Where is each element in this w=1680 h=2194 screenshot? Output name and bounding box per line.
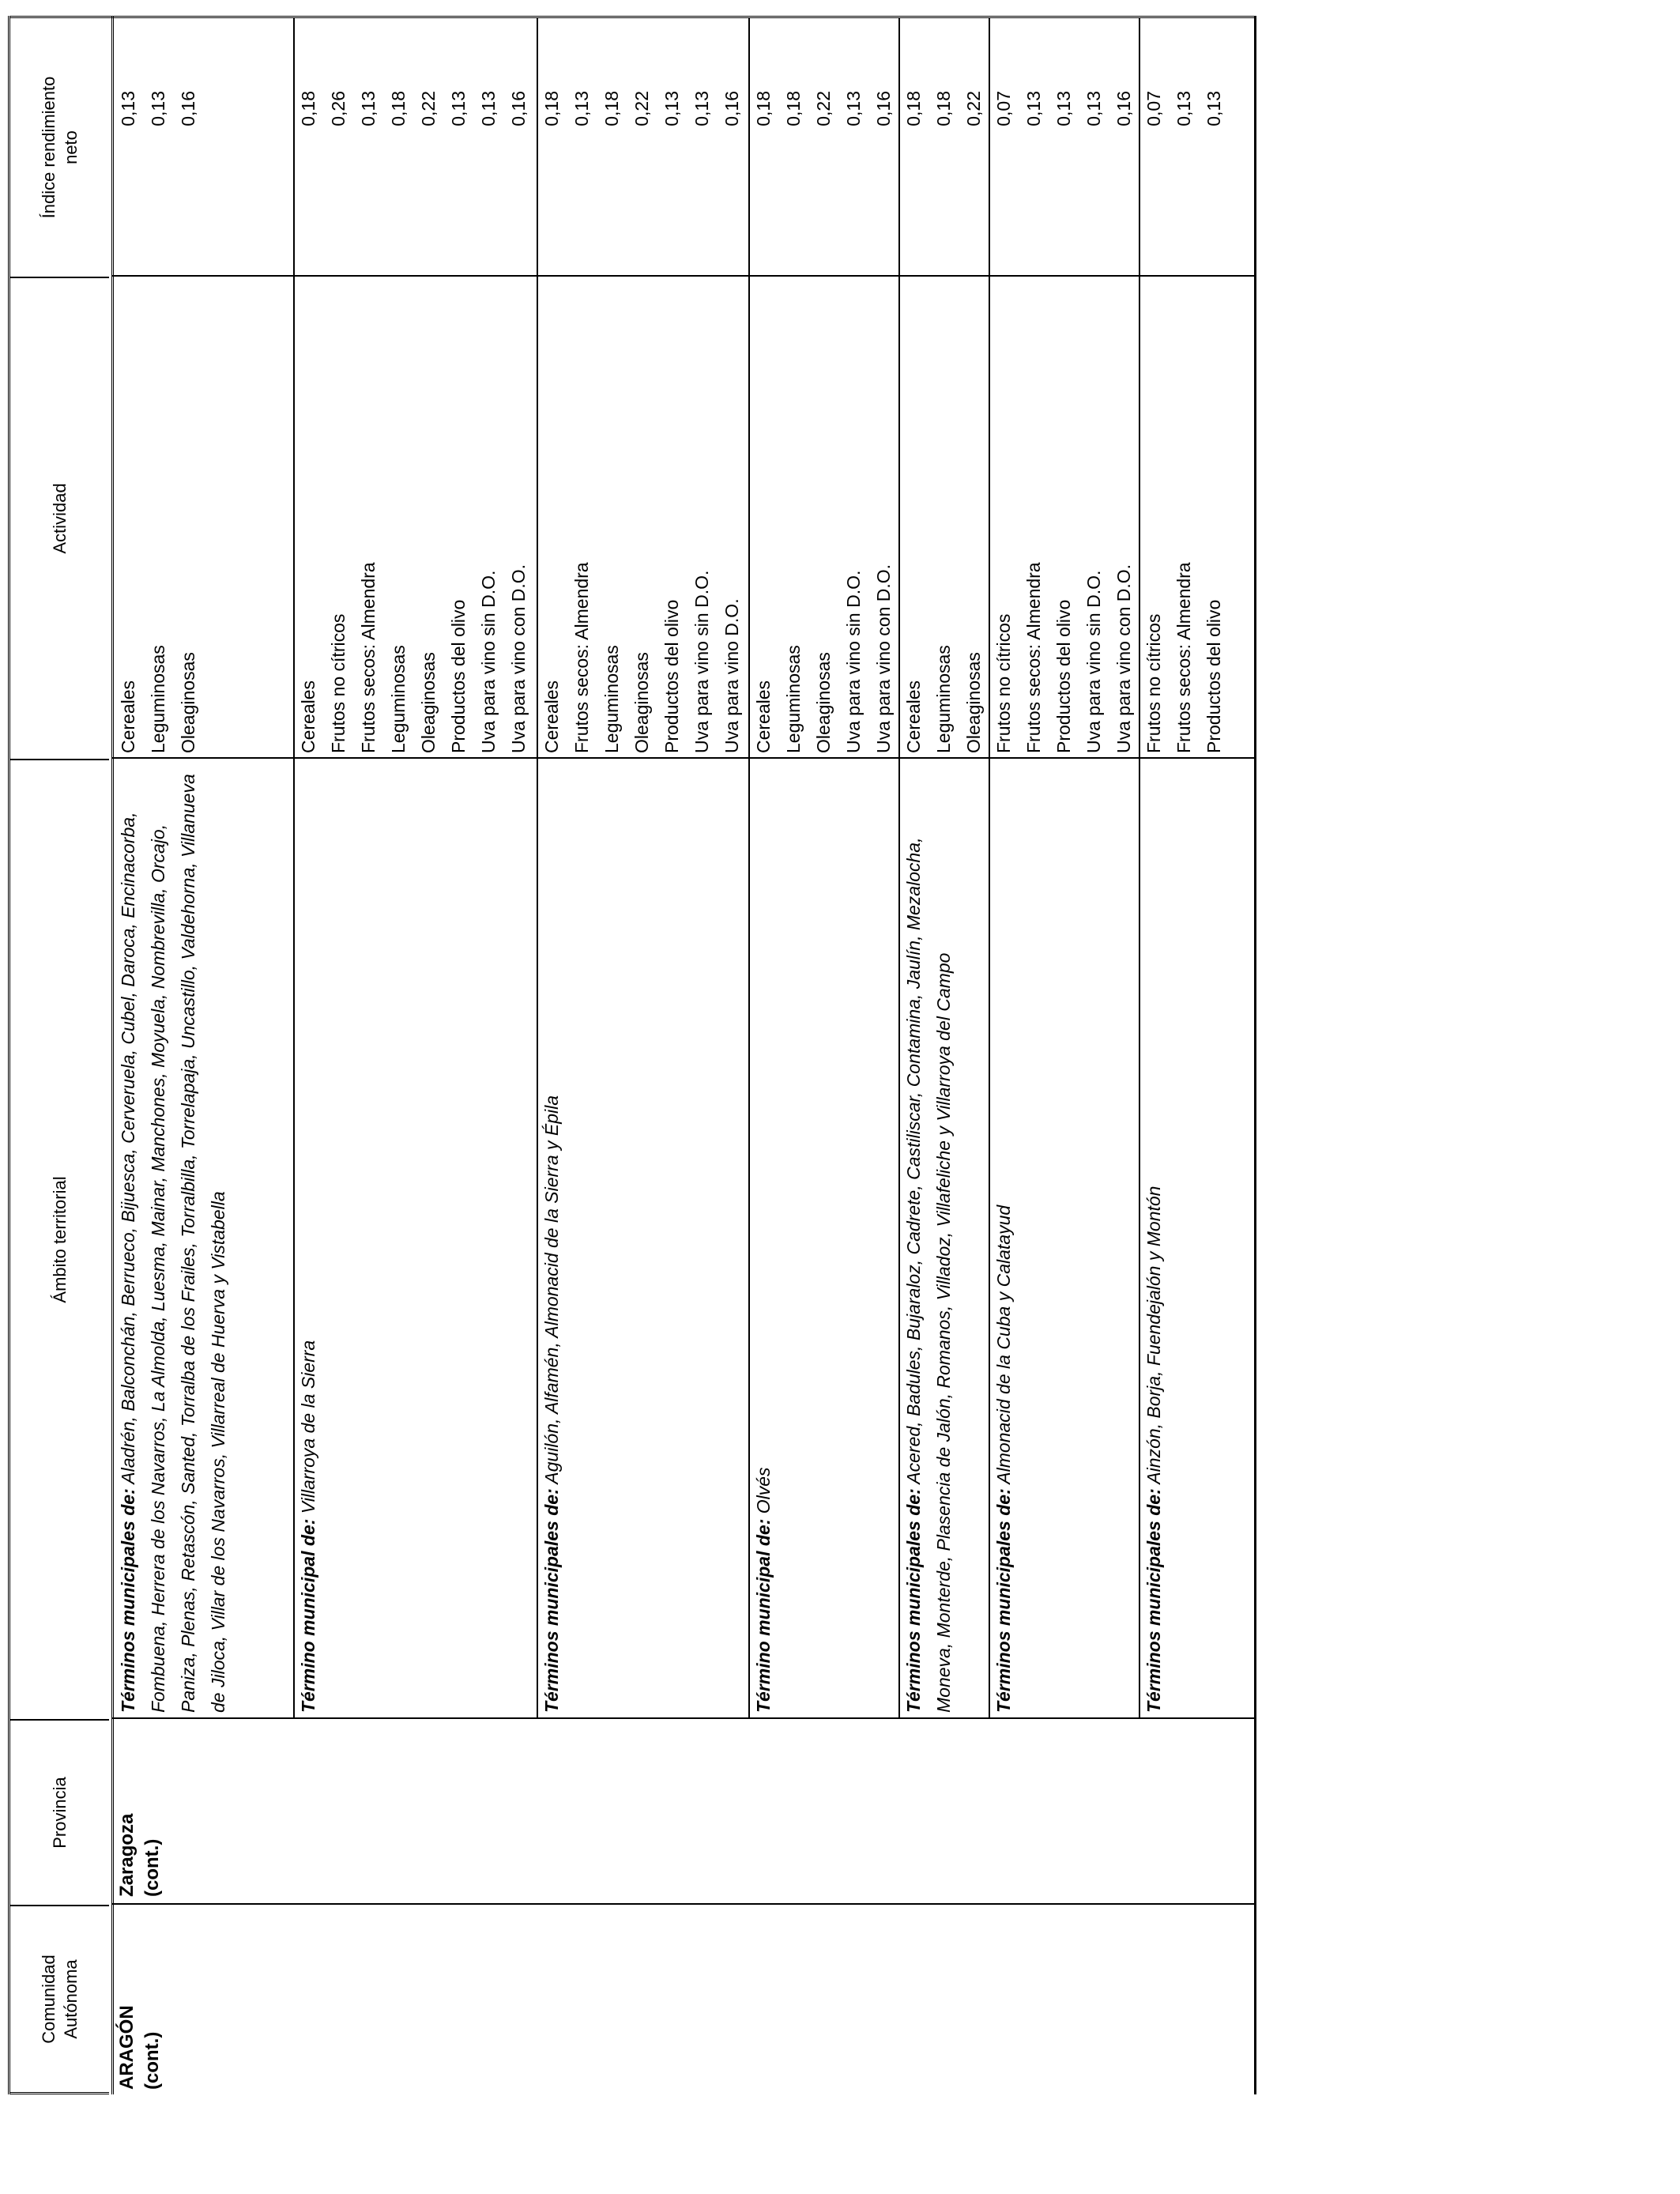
comunidad-cont: (cont.) (141, 2031, 163, 2090)
actividad-item: Leguminosas (388, 645, 409, 753)
actividad-item: Oleaginosas (631, 652, 652, 753)
ambito-places: Almonacid de la Cuba y Calatayud (993, 1204, 1014, 1489)
actividad-cell (293, 279, 533, 753)
ambito-lead: Término municipal de: (753, 1518, 774, 1713)
comunidad-name: ARAGÓN (116, 2005, 137, 2090)
indice-value: 0,18 (541, 91, 562, 126)
actividad-item: Leguminosas (783, 645, 804, 753)
indice-value: 0,16 (873, 91, 894, 126)
actividad-item: Frutos no cítricos (993, 613, 1014, 753)
indice-value: 0,13 (478, 91, 499, 126)
header-actividad-label: Actividad (49, 483, 70, 554)
actividad-item: Cereales (118, 680, 138, 753)
indice-cell (898, 91, 989, 273)
indice-value: 0,22 (813, 91, 834, 126)
indice-value: 0,13 (118, 91, 138, 126)
actividad-item: Uva para vino sin D.O. (478, 570, 499, 753)
ambito-lead: Términos municipales de: (1143, 1488, 1164, 1713)
table-row (898, 18, 989, 1719)
table-row (1139, 18, 1229, 1719)
provincia-name: Zaragoza (116, 1813, 137, 1897)
actividad-item: Frutos secos: Almendra (571, 562, 592, 753)
actividad-cell (748, 279, 898, 753)
indice-value: 0,22 (418, 91, 439, 126)
actividad-item: Frutos secos: Almendra (358, 562, 379, 753)
actividad-item: Frutos secos: Almendra (1023, 562, 1044, 753)
table-row (113, 18, 293, 1719)
actividad-item: Productos del olivo (448, 599, 469, 753)
actividad-item: Uva para vino con D.O. (873, 564, 894, 753)
actividad-item: Productos del olivo (1053, 599, 1074, 753)
indice-cell (748, 91, 898, 273)
actividad-item: Productos del olivo (661, 599, 682, 753)
indice-value: 0,13 (661, 91, 682, 126)
actividad-item: Productos del olivo (1203, 599, 1224, 753)
actividad-item: Cereales (903, 680, 924, 753)
ambito-cell (1139, 764, 1169, 1713)
header-comunidad-label: Comunidad Autónoma (38, 1955, 81, 2044)
actividad-cell (898, 279, 989, 753)
indice-value: 0,13 (448, 91, 469, 126)
table-row (293, 18, 537, 1719)
indice-value: 0,13 (358, 91, 379, 126)
actividad-item: Uva para vino sin D.O. (691, 570, 712, 753)
ambito-cell (293, 764, 323, 1713)
indice-value: 0,22 (963, 91, 984, 126)
indice-value: 0,16 (1113, 91, 1134, 126)
actividad-item: Uva para vino sin D.O. (843, 570, 864, 753)
indice-value: 0,13 (843, 91, 864, 126)
actividad-item: Frutos secos: Almendra (1173, 562, 1194, 753)
header-ambito (10, 759, 109, 1719)
actividad-item: Frutos no cítricos (1143, 613, 1164, 753)
actividad-item: Cereales (541, 680, 562, 753)
actividad-item: Oleaginosas (963, 652, 984, 753)
ambito-places: Acered, Badules, Bujaraloz, Cadrete, Castiliscar, Contamina, Jaulín, Mezalocha, Moneva, Monterde, Plasencia de Jalón, Romanos, Villadoz, Villafeliche y Villarroya del Campo (903, 837, 954, 1713)
header-actividad (10, 277, 109, 759)
actividad-cell (1139, 279, 1229, 753)
ambito-places: Ainzón, Borja, Fuendejalón y Montón (1143, 1186, 1164, 1489)
header-ambito-label: Ámbito territorial (49, 1176, 70, 1303)
indice-cell (537, 91, 747, 273)
indice-cell (113, 91, 203, 273)
indice-value: 0,13 (691, 91, 712, 126)
actividad-item: Uva para vino sin D.O. (1083, 570, 1104, 753)
indice-value: 0,18 (298, 91, 318, 126)
indice-value: 0,13 (1203, 91, 1224, 126)
indice-cell (1139, 91, 1229, 273)
ambito-lead: Términos municipales de: (541, 1488, 562, 1713)
indice-value: 0,13 (1053, 91, 1074, 126)
actividad-item: Leguminosas (601, 645, 622, 753)
indice-value: 0,18 (903, 91, 924, 126)
indice-value: 0,13 (1173, 91, 1194, 126)
indice-value: 0,22 (631, 91, 652, 126)
actividad-cell (989, 279, 1139, 753)
actividad-item: Leguminosas (933, 645, 954, 753)
indice-value: 0,13 (1083, 91, 1104, 126)
ambito-cell (748, 764, 778, 1713)
comunidad-cell (115, 2005, 165, 2090)
ambito-places: Aguilón, Alfamén, Almonacid de la Sierra y Épila (541, 1095, 562, 1489)
indice-value: 0,18 (601, 91, 622, 126)
actividad-cell (537, 279, 747, 753)
actividad-cell (113, 279, 203, 753)
header-comunidad (10, 1905, 109, 2094)
actividad-item: Uva para vino D.O. (721, 598, 742, 753)
col-line-1 (111, 1903, 1254, 1905)
actividad-item: Oleaginosas (178, 652, 198, 753)
indice-value: 0,16 (178, 91, 198, 126)
actividad-item: Uva para vino con D.O. (508, 564, 529, 753)
ambito-places: Olvés (753, 1467, 774, 1519)
ambito-cell (537, 764, 567, 1713)
table-row (537, 18, 748, 1719)
ambito-places: Villarroya de la Sierra (298, 1340, 318, 1519)
indice-value: 0,18 (753, 91, 774, 126)
indice-value: 0,13 (148, 91, 168, 126)
actividad-item: Cereales (298, 680, 318, 753)
indice-value: 0,13 (571, 91, 592, 126)
ambito-cell (989, 764, 1019, 1713)
indice-value: 0,07 (993, 91, 1014, 126)
table (8, 16, 1256, 2094)
ambito-places: Aladrén, Balconchán, Berrueco, Bijuesca, Cerveruela, Cubel, Daroca, Encinacorba, Fombuena, Herrera de los Navarros, La Almolda, Luesma, Mainar, Manchones, Moyuela, Nombrevilla, Orcajo, Paniza, Plenas, Retascón, Santed, Torralba de los Frailes, Torralbilla, Torrelapaja, Uncastillo, Valdehorna, Villanueva de Jiloca, Villar de los Navarros, Villarreal de Huerva y Vistabella (118, 774, 228, 1713)
table-row (989, 18, 1139, 1719)
provincia-cell (115, 1814, 165, 1897)
indice-value: 0,16 (721, 91, 742, 126)
table-row (748, 18, 898, 1719)
provincia-cont: (cont.) (141, 1838, 163, 1897)
indice-value: 0,18 (783, 91, 804, 126)
ambito-cell (113, 764, 233, 1713)
header-indice (10, 16, 109, 277)
actividad-item: Uva para vino con D.O. (1113, 564, 1134, 753)
header-provincia-label: Provincia (49, 1777, 70, 1849)
indice-value: 0,13 (1023, 91, 1044, 126)
indice-value: 0,26 (328, 91, 348, 126)
ambito-lead: Términos municipales de: (118, 1488, 138, 1713)
indice-cell (989, 91, 1139, 273)
indice-cell (293, 91, 533, 273)
header-provincia (10, 1719, 109, 1905)
ambito-lead: Término municipal de: (298, 1518, 318, 1713)
actividad-item: Leguminosas (148, 645, 168, 753)
header-indice-label: Índice rendimiento neto (38, 76, 81, 219)
indice-value: 0,18 (388, 91, 409, 126)
actividad-item: Oleaginosas (418, 652, 439, 753)
actividad-item: Oleaginosas (813, 652, 834, 753)
ambito-cell (898, 764, 959, 1713)
indice-value: 0,18 (933, 91, 954, 126)
ambito-lead: Términos municipales de: (993, 1488, 1014, 1713)
indice-value: 0,07 (1143, 91, 1164, 126)
ambito-lead: Términos municipales de: (903, 1488, 924, 1713)
actividad-item: Frutos no cítricos (328, 613, 348, 753)
actividad-item: Cereales (753, 680, 774, 753)
indice-value: 0,16 (508, 91, 529, 126)
